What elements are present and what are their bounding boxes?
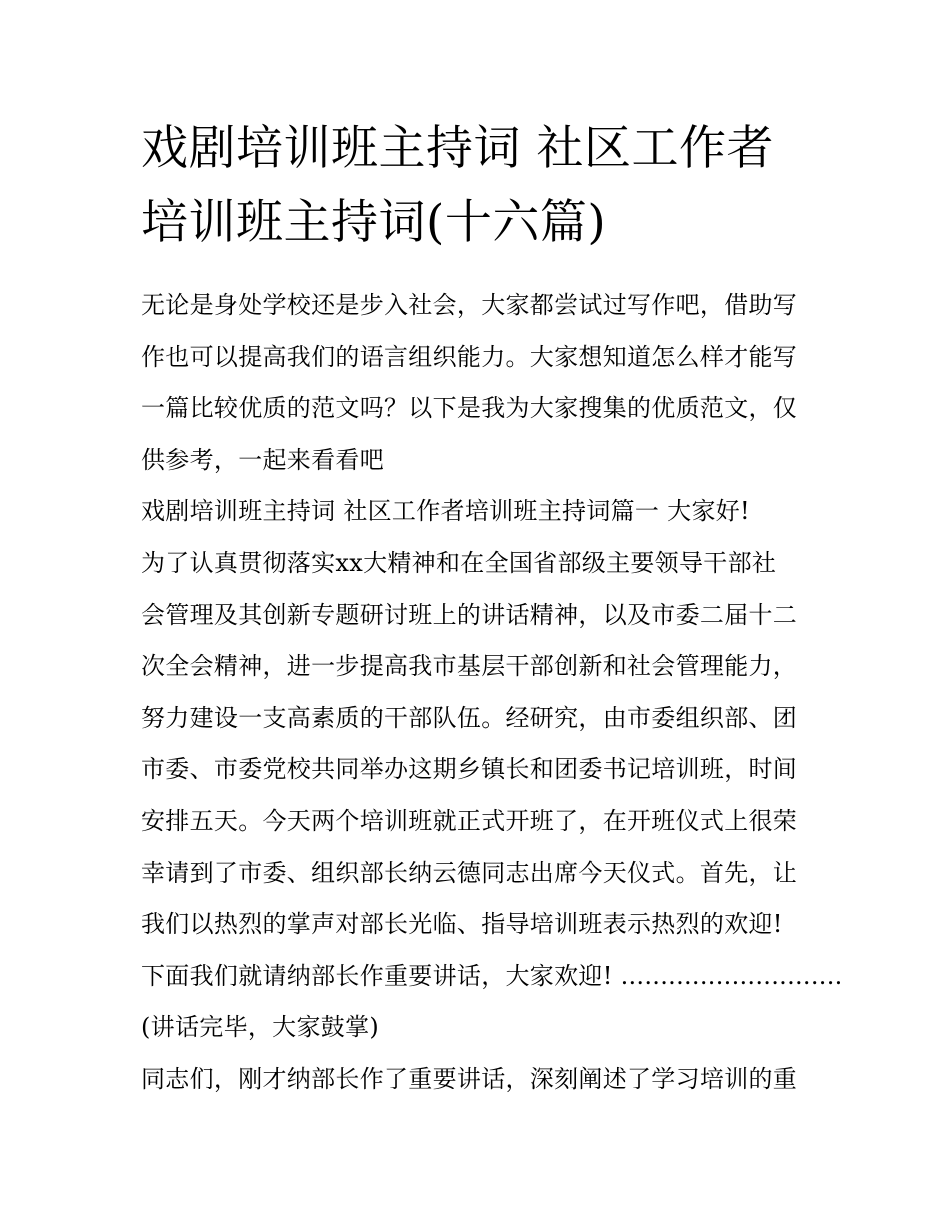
document-body (141, 280, 843, 1106)
title-line-2: 培训班主持词(十六篇) (141, 195, 607, 250)
speech-line: 下面我们就请纳部长作重要讲话，大家欢迎! ............................ (141, 961, 843, 990)
section-heading: 戏剧培训班主持词 社区工作者培训班主持词篇一 大家好! (141, 497, 751, 526)
speech-line: 为了认真贯彻落实xx大精神和在全国省部级主要领导干部社 (141, 548, 777, 577)
applause-note: (讲话完毕，大家鼓掌) (141, 1013, 380, 1042)
speech-line: 安排五天。今天两个培训班就正式开班了，在开班仪式上很荣 (141, 806, 798, 835)
speech-line: 我们以热烈的掌声对部长光临、指导培训班表示热烈的欢迎! (141, 910, 783, 939)
intro-line: 无论是身处学校还是步入社会，大家都尝试过写作吧，借助写 (141, 291, 798, 319)
speech-paragraph (141, 538, 843, 1002)
intro-paragraph (141, 280, 821, 486)
document-title (141, 112, 821, 260)
speech-line: 幸请到了市委、组织部长纳云德同志出席今天仪式。首先，让 (141, 858, 798, 887)
document-page (141, 112, 843, 1106)
speech-line: 次全会精神，进一步提高我市基层干部创新和社会管理能力， (141, 652, 798, 681)
speech-line: 市委、市委党校共同举办这期乡镇长和团委书记培训班，时间 (141, 755, 798, 784)
closing-paragraph: 同志们，刚才纳部长作了重要讲话，深刻阐述了学习培训的重 (141, 1064, 798, 1093)
intro-line: 供参考，一起来看看吧 (141, 445, 384, 474)
title-line-1: 戏剧培训班主持词 社区工作者 (141, 121, 774, 176)
intro-line: 一篇比较优质的范文吗？以下是我为大家搜集的优质范文，仅 (141, 394, 798, 423)
intro-line: 作也可以提高我们的语言组织能力。大家想知道怎么样才能写 (141, 342, 798, 371)
speech-line: 努力建设一支高素质的干部队伍。经研究，由市委组织部、团 (141, 703, 798, 732)
speech-line: 会管理及其创新专题研讨班上的讲话精神，以及市委二届十二 (141, 600, 798, 629)
